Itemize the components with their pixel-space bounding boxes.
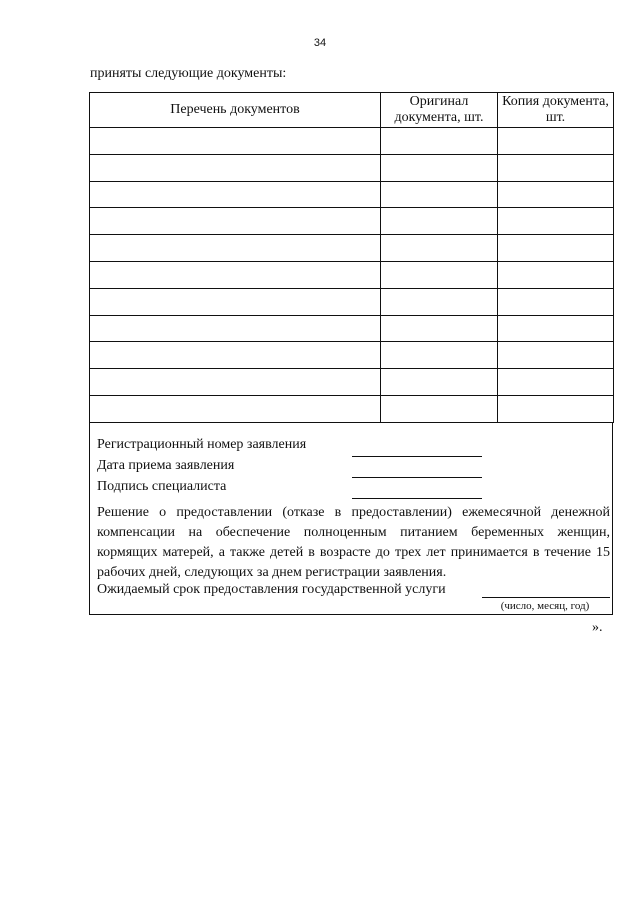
original-count-cell[interactable]: [381, 208, 498, 235]
document-name-cell[interactable]: [90, 315, 381, 342]
document-name-cell[interactable]: [90, 235, 381, 262]
intro-text: приняты следующие документы:: [90, 66, 287, 81]
copy-count-cell[interactable]: [498, 208, 614, 235]
expected-date-caption: (число, месяц, год): [500, 600, 590, 612]
documents-table: [89, 92, 614, 423]
copy-count-cell[interactable]: [498, 369, 614, 396]
page-number: 34: [313, 37, 327, 49]
table-row: [90, 369, 614, 396]
registration-section: [89, 423, 613, 615]
original-count-cell[interactable]: [381, 395, 498, 422]
original-count-cell[interactable]: [381, 261, 498, 288]
expected-date-field[interactable]: [482, 597, 610, 598]
document-name-cell[interactable]: [90, 154, 381, 181]
document-name-cell[interactable]: [90, 181, 381, 208]
table-header-row: [90, 93, 614, 128]
date-field[interactable]: [352, 477, 482, 478]
table-row: [90, 261, 614, 288]
original-count-cell[interactable]: [381, 154, 498, 181]
table-row: [90, 235, 614, 262]
copy-count-cell[interactable]: [498, 395, 614, 422]
copy-count-cell[interactable]: [498, 128, 614, 155]
copy-count-cell[interactable]: [498, 261, 614, 288]
original-count-cell[interactable]: [381, 369, 498, 396]
signature-label: Подпись специалиста: [97, 479, 227, 494]
header-original-count: Оригинал документа, шт.: [381, 93, 498, 128]
reg-number-field[interactable]: [352, 456, 482, 457]
reg-number-label: Регистрационный номер заявления: [97, 437, 307, 452]
copy-count-cell[interactable]: [498, 181, 614, 208]
closing-mark: ».: [592, 620, 603, 635]
table-row: [90, 154, 614, 181]
header-document-list: Перечень документов: [90, 93, 381, 128]
document-name-cell[interactable]: [90, 261, 381, 288]
table-row: [90, 315, 614, 342]
original-count-cell[interactable]: [381, 342, 498, 369]
expected-date-label: Ожидаемый срок предоставления государственной услуги: [97, 582, 446, 597]
copy-count-cell[interactable]: [498, 315, 614, 342]
document-name-cell[interactable]: [90, 369, 381, 396]
table-row: [90, 288, 614, 315]
original-count-cell[interactable]: [381, 315, 498, 342]
original-count-cell[interactable]: [381, 288, 498, 315]
copy-count-cell[interactable]: [498, 288, 614, 315]
decision-text: Решение о предоставлении (отказе в предоставлении) ежемесячной денежной компенсации на обеспечение полноценным питанием беременных женщин, кормящих матерей, а также детей в возрасте до трех лет принимается в течение 15 рабочих дней, следующих за днем регистрации заявления.: [97, 505, 610, 580]
document-name-cell[interactable]: [90, 208, 381, 235]
date-label: Дата приема заявления: [97, 458, 235, 473]
copy-count-cell[interactable]: [498, 154, 614, 181]
signature-field[interactable]: [352, 498, 482, 499]
original-count-cell[interactable]: [381, 181, 498, 208]
copy-count-cell[interactable]: [498, 342, 614, 369]
table-row: [90, 181, 614, 208]
document-name-cell[interactable]: [90, 342, 381, 369]
header-copy-count: Копия документа, шт.: [498, 93, 614, 128]
table-row: [90, 395, 614, 422]
original-count-cell[interactable]: [381, 128, 498, 155]
document-name-cell[interactable]: [90, 128, 381, 155]
document-name-cell[interactable]: [90, 288, 381, 315]
original-count-cell[interactable]: [381, 235, 498, 262]
table-row: [90, 208, 614, 235]
copy-count-cell[interactable]: [498, 235, 614, 262]
table-row: [90, 128, 614, 155]
document-name-cell[interactable]: [90, 395, 381, 422]
table-row: [90, 342, 614, 369]
